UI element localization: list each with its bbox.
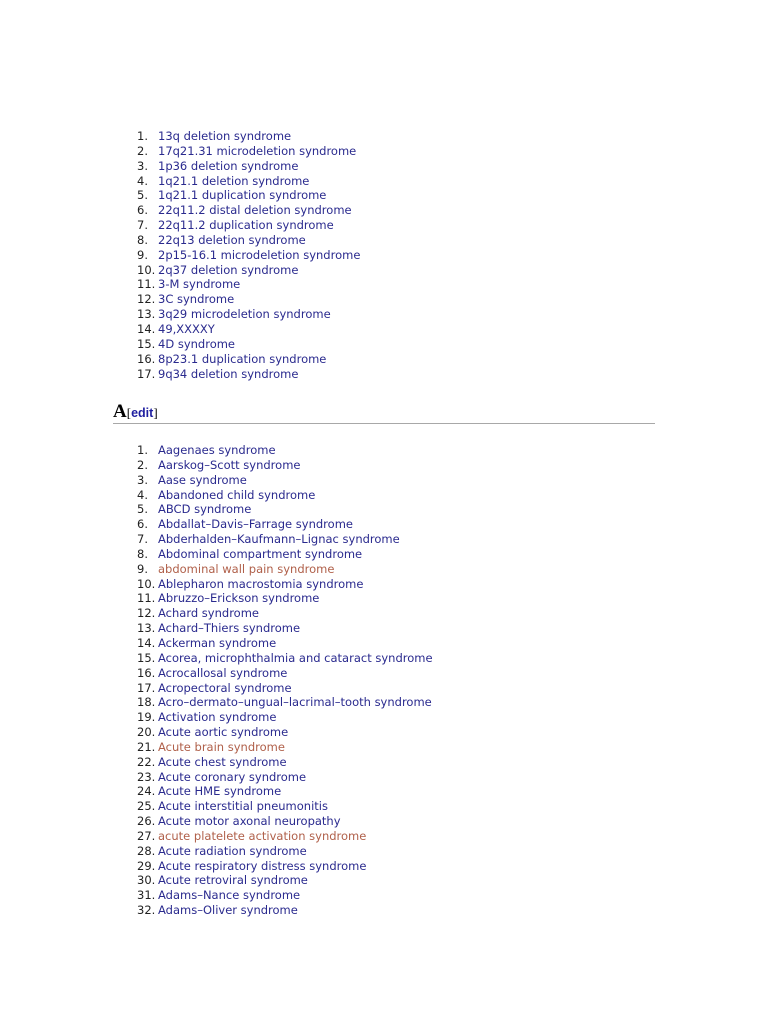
list-item xyxy=(137,322,360,337)
article-link[interactable]: Abderhalden–Kaufmann–Lignac syndrome xyxy=(158,532,400,547)
list-item xyxy=(137,799,433,814)
list-item-number: 32. xyxy=(137,903,156,918)
list-item-number: 4. xyxy=(137,173,148,188)
list-item xyxy=(137,844,433,859)
list-item xyxy=(137,784,433,799)
list-item-number: 8. xyxy=(137,546,148,561)
article-link[interactable]: Acute radiation syndrome xyxy=(158,843,307,858)
numeric-syndrome-list xyxy=(137,129,360,381)
list-item-number: 11. xyxy=(137,591,156,606)
article-link[interactable]: Adams–Oliver syndrome xyxy=(158,903,298,918)
article-link[interactable]: Acro–dermato–ungual–lacrimal–tooth syndrome xyxy=(158,695,432,710)
list-item xyxy=(137,666,433,681)
list-item xyxy=(137,292,360,307)
article-link[interactable]: Acute coronary syndrome xyxy=(158,769,307,784)
article-link[interactable]: Abdallat–Davis–Farrage syndrome xyxy=(158,517,353,532)
list-item-number: 19. xyxy=(137,710,156,725)
list-item-number: 11. xyxy=(137,277,156,292)
article-link[interactable]: Ablepharon macrostomia syndrome xyxy=(158,576,364,591)
list-item-number: 6. xyxy=(137,203,148,218)
list-item-number: 6. xyxy=(137,517,148,532)
list-item xyxy=(137,621,433,636)
article-link[interactable]: 2q37 deletion syndrome xyxy=(158,262,299,277)
list-item xyxy=(137,248,360,263)
article-link[interactable]: 8p23.1 duplication syndrome xyxy=(158,351,327,366)
article-link[interactable]: Acute interstitial pneumonitis xyxy=(158,799,328,814)
edit-close-bracket: ] xyxy=(153,405,158,420)
list-item xyxy=(137,740,433,755)
article-link[interactable]: 3C syndrome xyxy=(158,292,235,307)
list-item xyxy=(137,517,433,532)
list-item-number: 4. xyxy=(137,487,148,502)
list-item xyxy=(137,606,433,621)
list-item xyxy=(137,144,360,159)
list-item xyxy=(137,502,433,517)
list-item-number: 10. xyxy=(137,576,156,591)
list-item xyxy=(137,277,360,292)
list-item xyxy=(137,367,360,382)
list-item xyxy=(137,651,433,666)
list-item-number: 17. xyxy=(137,680,156,695)
list-item-number: 3. xyxy=(137,472,148,487)
article-link[interactable]: 13q deletion syndrome xyxy=(158,129,292,143)
list-item xyxy=(137,636,433,651)
article-link[interactable]: Adams–Nance syndrome xyxy=(158,888,301,903)
article-link[interactable]: Achard–Thiers syndrome xyxy=(158,621,301,636)
list-item xyxy=(137,888,433,903)
list-item-number: 1. xyxy=(137,443,148,457)
article-link[interactable]: 1p36 deletion syndrome xyxy=(158,158,299,173)
list-item xyxy=(137,755,433,770)
article-link[interactable]: 49,XXXXY xyxy=(158,321,215,336)
list-item-number: 28. xyxy=(137,843,156,858)
list-item xyxy=(137,129,360,144)
list-item xyxy=(137,233,360,248)
list-item xyxy=(137,174,360,189)
list-item-number: 21. xyxy=(137,739,156,754)
edit-open-bracket: [ xyxy=(126,405,132,420)
article-link[interactable]: Acute aortic syndrome xyxy=(158,725,289,740)
list-item xyxy=(137,159,360,174)
edit-link[interactable]: edit xyxy=(131,406,154,420)
list-item-number: 2. xyxy=(137,457,148,472)
list-item xyxy=(137,443,433,458)
list-item xyxy=(137,814,433,829)
article-link[interactable]: ABCD syndrome xyxy=(158,502,252,517)
section-letter: A xyxy=(113,401,127,422)
article-link[interactable]: Aarskog–Scott syndrome xyxy=(158,457,301,472)
article-link[interactable]: 22q11.2 duplication syndrome xyxy=(158,218,334,233)
article-link[interactable]: Acute chest syndrome xyxy=(158,754,287,769)
list-item-number: 14. xyxy=(137,635,156,650)
list-item xyxy=(137,577,433,592)
list-item-number: 22. xyxy=(137,754,156,769)
list-item-number: 14. xyxy=(137,321,156,336)
article-link[interactable]: Acorea, microphthalmia and cataract syndrome xyxy=(158,650,433,665)
list-item xyxy=(137,532,433,547)
list-item-number: 12. xyxy=(137,606,156,621)
a-syndrome-list xyxy=(137,443,433,918)
article-link[interactable]: 9q34 deletion syndrome xyxy=(158,366,299,381)
article-link[interactable]: Acrocallosal syndrome xyxy=(158,665,288,680)
article-link[interactable]: Acropectoral syndrome xyxy=(158,680,292,695)
list-item-number: 16. xyxy=(137,351,156,366)
list-item-number: 30. xyxy=(137,873,156,888)
list-item xyxy=(137,903,433,918)
list-item-number: 10. xyxy=(137,262,156,277)
list-item xyxy=(137,859,433,874)
article-link[interactable]: Aagenaes syndrome xyxy=(158,443,276,457)
list-item-number: 5. xyxy=(137,502,148,517)
list-item-number: 7. xyxy=(137,532,148,547)
list-item-number: 18. xyxy=(137,695,156,710)
list-item-number: 1. xyxy=(137,129,148,143)
list-item-number: 7. xyxy=(137,218,148,233)
list-item-number: 23. xyxy=(137,769,156,784)
list-item-number: 9. xyxy=(137,561,148,576)
section-heading-a xyxy=(113,401,655,424)
article-link[interactable]: 22q13 deletion syndrome xyxy=(158,232,306,247)
list-item xyxy=(137,873,433,888)
list-item-number: 8. xyxy=(137,232,148,247)
list-item-number: 15. xyxy=(137,336,156,351)
article-link[interactable]: 22q11.2 distal deletion syndrome xyxy=(158,203,352,218)
list-item-number: 2. xyxy=(137,143,148,158)
list-item xyxy=(137,681,433,696)
list-item xyxy=(137,307,360,322)
list-item-number: 13. xyxy=(137,621,156,636)
article-link[interactable]: Achard syndrome xyxy=(158,606,259,621)
list-item-number: 13. xyxy=(137,307,156,322)
list-item-number: 9. xyxy=(137,247,148,262)
list-item-number: 15. xyxy=(137,650,156,665)
list-item xyxy=(137,188,360,203)
article-link[interactable]: 4D syndrome xyxy=(158,336,236,351)
list-item xyxy=(137,710,433,725)
article-link[interactable]: Acute HME syndrome xyxy=(158,784,282,799)
list-item xyxy=(137,352,360,367)
list-item xyxy=(137,488,433,503)
list-item xyxy=(137,770,433,785)
missing-article-link[interactable]: Acute brain syndrome xyxy=(158,739,285,754)
article-link[interactable]: 17q21.31 microdeletion syndrome xyxy=(158,143,357,158)
list-item xyxy=(137,458,433,473)
list-item xyxy=(137,263,360,278)
list-item-number: 20. xyxy=(137,725,156,740)
article-link[interactable]: 3q29 microdeletion syndrome xyxy=(158,307,331,322)
list-item-number: 17. xyxy=(137,366,156,381)
list-item-number: 12. xyxy=(137,292,156,307)
list-item-number: 26. xyxy=(137,814,156,829)
list-item-number: 5. xyxy=(137,188,148,203)
article-link[interactable]: Ackerman syndrome xyxy=(158,635,277,650)
article-link[interactable]: Activation syndrome xyxy=(158,710,277,725)
list-item xyxy=(137,695,433,710)
missing-article-link[interactable]: acute platelete activation syndrome xyxy=(158,828,367,843)
article-link[interactable]: Abruzzo–Erickson syndrome xyxy=(158,591,320,606)
article-link[interactable]: 3-M syndrome xyxy=(158,277,241,292)
list-item-number: 25. xyxy=(137,799,156,814)
list-item-number: 29. xyxy=(137,858,156,873)
article-link[interactable]: Acute retroviral syndrome xyxy=(158,873,308,888)
list-item xyxy=(137,725,433,740)
list-item xyxy=(137,473,433,488)
article-link[interactable]: Abandoned child syndrome xyxy=(158,487,316,502)
article-link[interactable]: Abdominal compartment syndrome xyxy=(158,546,363,561)
list-item xyxy=(137,591,433,606)
list-item-number: 3. xyxy=(137,158,148,173)
article-link[interactable]: Acute respiratory distress syndrome xyxy=(158,858,367,873)
article-link[interactable]: 1q21.1 deletion syndrome xyxy=(158,173,310,188)
list-item xyxy=(137,337,360,352)
list-item xyxy=(137,203,360,218)
list-item-number: 31. xyxy=(137,888,156,903)
article-link[interactable]: 1q21.1 duplication syndrome xyxy=(158,188,327,203)
list-item xyxy=(137,218,360,233)
article-link[interactable]: Acute motor axonal neuropathy xyxy=(158,814,341,829)
list-item-number: 27. xyxy=(137,828,156,843)
list-item xyxy=(137,547,433,562)
list-item-number: 16. xyxy=(137,665,156,680)
list-item xyxy=(137,562,433,577)
list-item xyxy=(137,829,433,844)
article-link[interactable]: 2p15-16.1 microdeletion syndrome xyxy=(158,247,361,262)
article-link[interactable]: Aase syndrome xyxy=(158,472,247,487)
list-item-number: 24. xyxy=(137,784,156,799)
missing-article-link[interactable]: abdominal wall pain syndrome xyxy=(158,561,335,576)
